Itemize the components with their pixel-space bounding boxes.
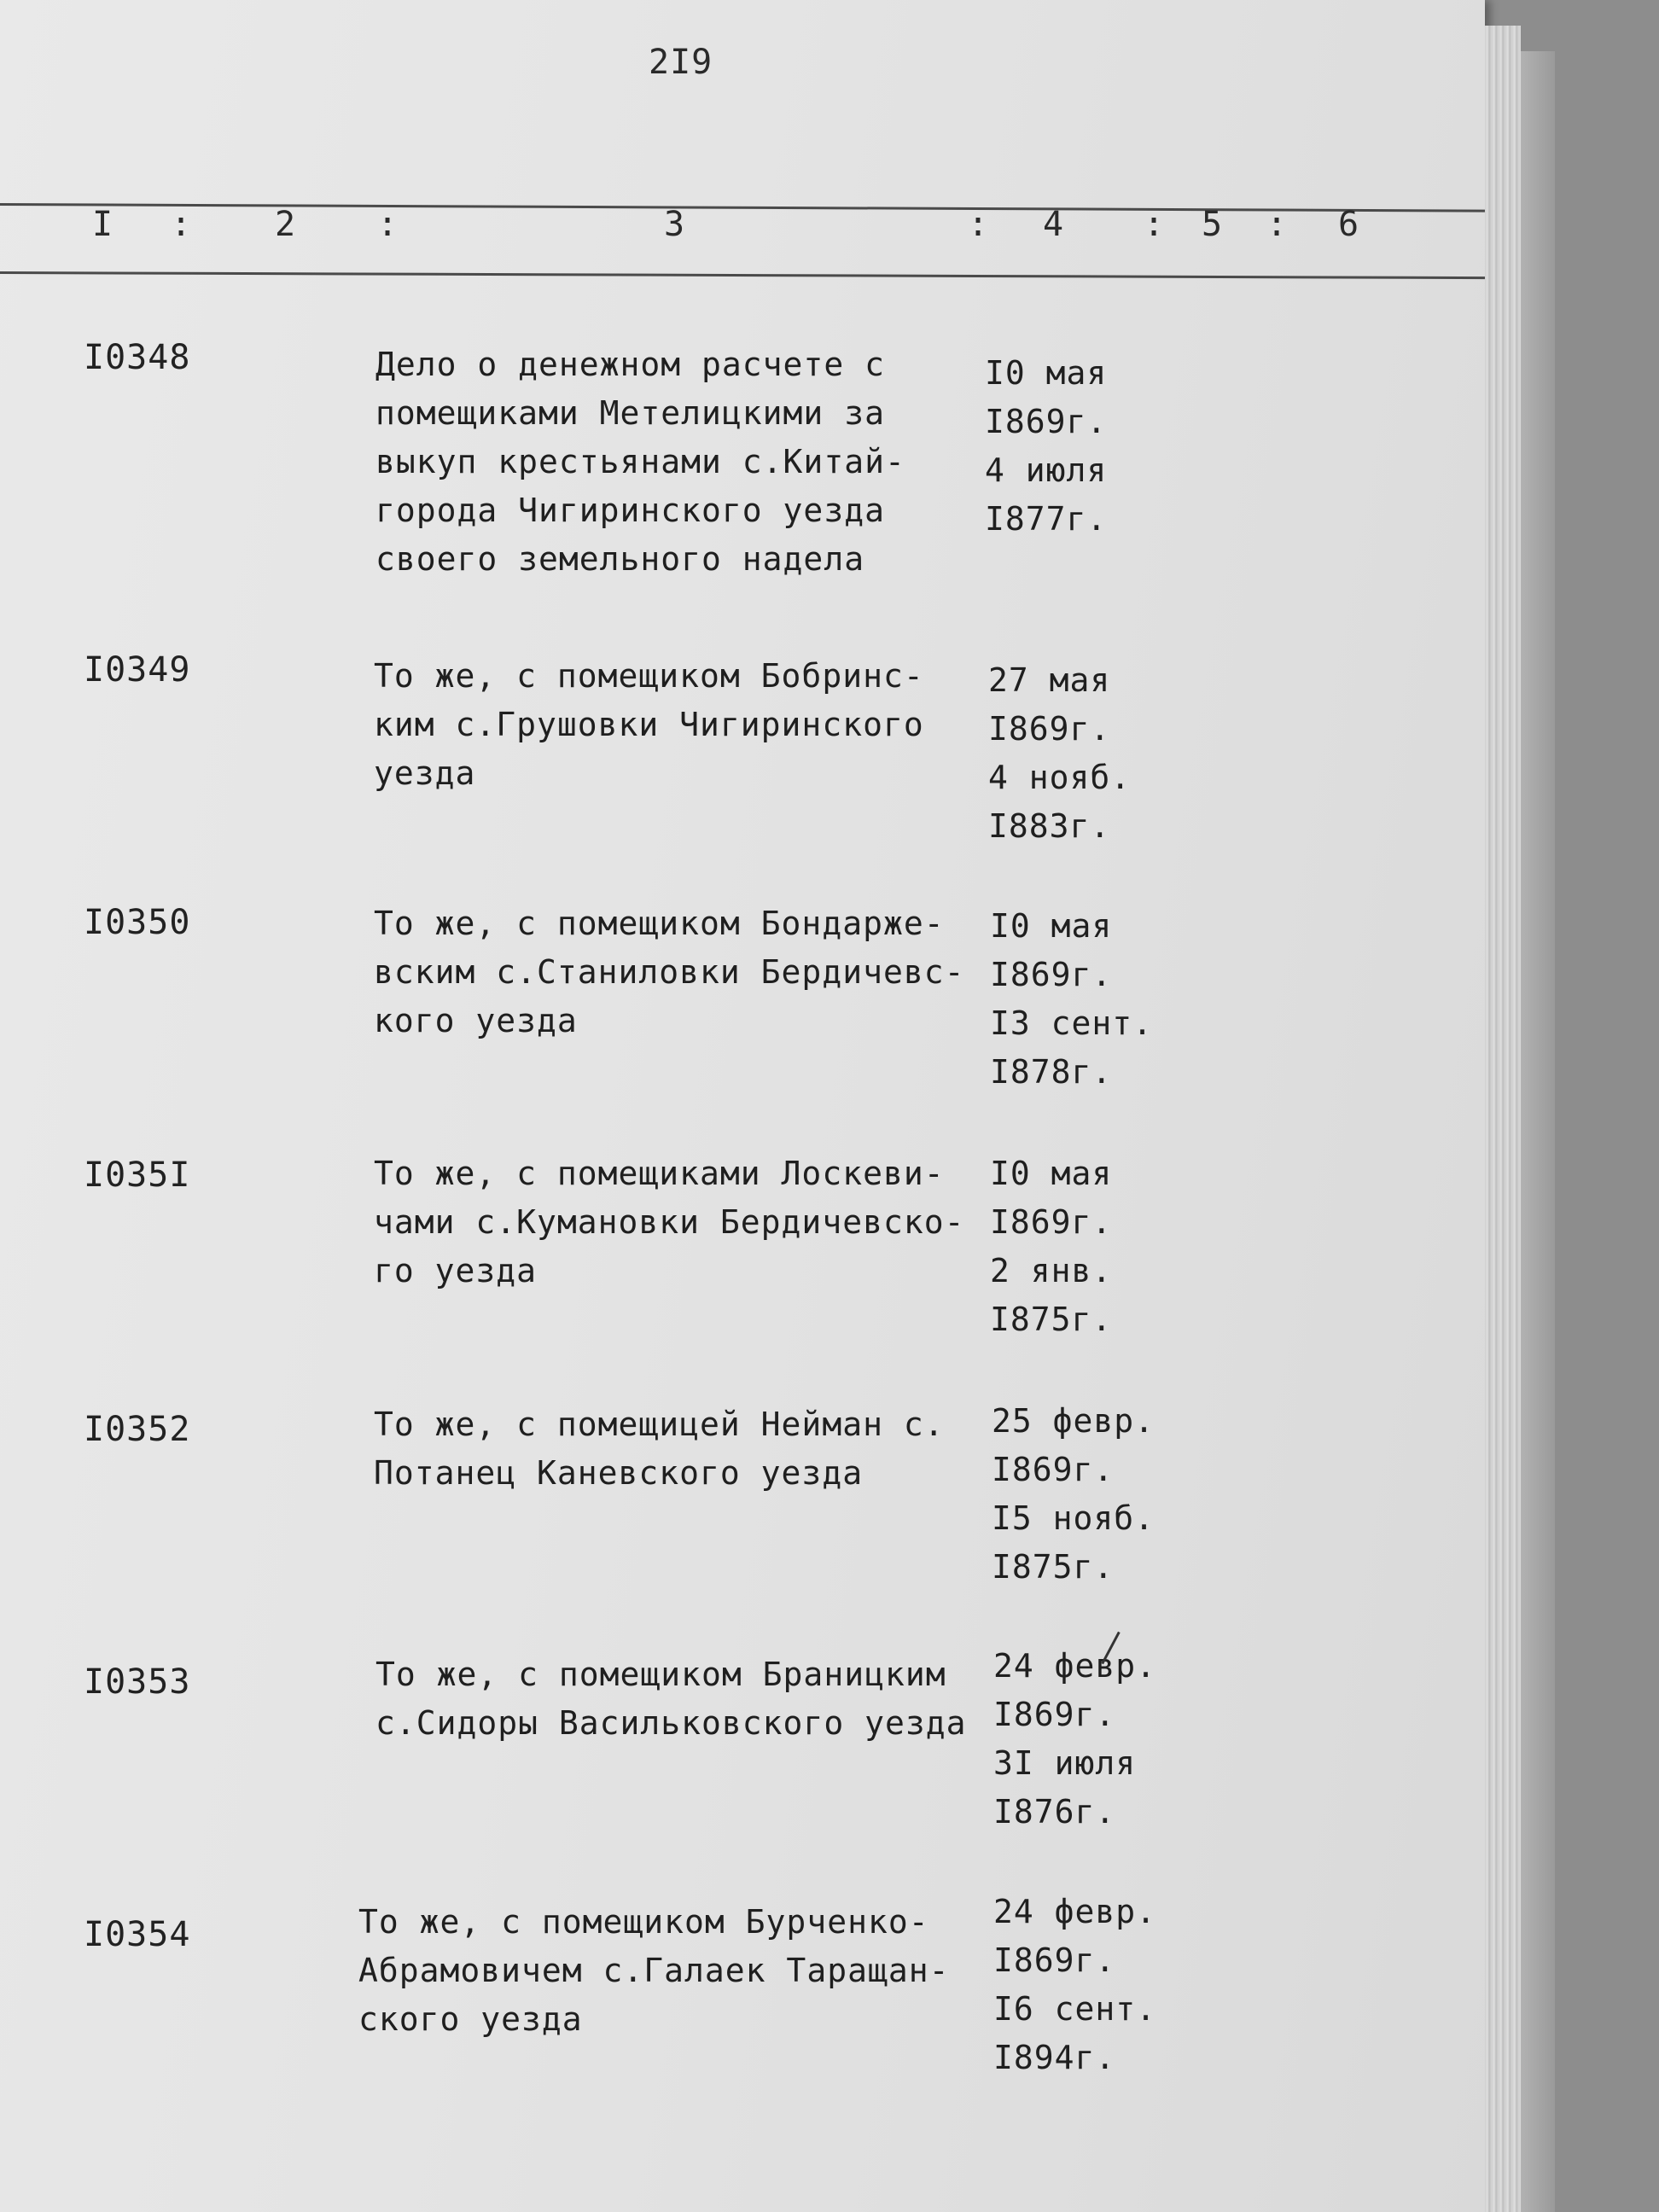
date-line: I0 мая <box>990 1155 1113 1192</box>
description-line: выкуп крестьянами с.Китай- <box>375 443 905 480</box>
description-line: Дело о денежном расчете с <box>375 346 885 383</box>
column-separator: : <box>1266 205 1288 244</box>
description-line: То же, с помещиками Лоскеви- <box>374 1155 945 1192</box>
column-header-4: 4 <box>1043 205 1064 244</box>
date-line: I869г. <box>992 1451 1115 1488</box>
date-line: I875г. <box>992 1548 1115 1586</box>
description-line: чами с.Кумановки Бердичевско- <box>374 1203 965 1241</box>
column-header-5: 5 <box>1202 205 1223 244</box>
description-line: То же, с помещиком Бурченко- <box>358 1903 929 1941</box>
date-line: 2 янв. <box>990 1252 1113 1289</box>
description-line: кого уезда <box>374 1002 578 1039</box>
date-line: I0 мая <box>990 907 1113 945</box>
entry-id: I0348 <box>84 338 191 377</box>
date-line: 24 февр. <box>993 1893 1157 1930</box>
description-line: ского уезда <box>358 2000 583 2038</box>
date-line: I869г. <box>993 1696 1116 1733</box>
entry-id: I0352 <box>84 1410 191 1449</box>
description-line: То же, с помещиком Браницким <box>375 1656 946 1693</box>
description-line: вским с.Станиловки Бердичевс- <box>374 953 965 991</box>
date-line: I876г. <box>993 1793 1116 1831</box>
column-separator: : <box>171 205 192 244</box>
page-number: 2I9 <box>649 43 713 82</box>
date-line: 4 нояб. <box>988 759 1132 796</box>
page-stack-shadow <box>1521 51 1555 2212</box>
header-rule-bottom <box>0 271 1485 279</box>
column-header-3: 3 <box>664 205 685 244</box>
date-line: I877г. <box>985 500 1108 538</box>
description-line: То же, с помещицей Нейман с. <box>374 1406 945 1443</box>
description-line: своего земельного надела <box>375 540 865 578</box>
column-header-6: 6 <box>1338 205 1359 244</box>
description-line: уезда <box>374 754 476 792</box>
date-line: I878г. <box>990 1053 1113 1091</box>
description-line: помещиками Метелицкими за <box>375 394 885 432</box>
column-header-2: 2 <box>275 205 296 244</box>
column-separator: : <box>1144 205 1165 244</box>
entry-id: I0349 <box>84 650 191 690</box>
date-line: I5 нояб. <box>992 1499 1155 1537</box>
date-line: I0 мая <box>985 354 1108 392</box>
date-line: I869г. <box>993 1941 1116 1979</box>
entry-id: I0353 <box>84 1662 191 1702</box>
description-line: города Чигиринского уезда <box>375 492 885 529</box>
date-line: I883г. <box>988 807 1111 845</box>
date-line: I869г. <box>990 956 1113 993</box>
date-line: I894г. <box>993 2039 1116 2076</box>
date-line: I875г. <box>990 1301 1113 1338</box>
date-line: 27 мая <box>988 661 1111 699</box>
description-line: ким с.Грушовки Чигиринского <box>374 706 924 743</box>
date-line: I869г. <box>988 710 1111 748</box>
date-line: 4 июля <box>985 451 1108 489</box>
description-line: То же, с помещиком Бобринс- <box>374 657 924 695</box>
column-header-1: I <box>92 205 114 244</box>
column-separator: : <box>377 205 399 244</box>
date-line: 3I июля <box>993 1744 1137 1782</box>
date-line: I869г. <box>985 403 1108 440</box>
date-line: I6 сент. <box>993 1990 1157 2028</box>
entry-id: I0350 <box>84 903 191 942</box>
page-stack-edge <box>1485 26 1521 2212</box>
description-line: с.Сидоры Васильковского уезда <box>375 1704 967 1742</box>
description-line: То же, с помещиком Бондарже- <box>374 905 945 942</box>
description-line: го уезда <box>374 1252 538 1289</box>
header-rule-top <box>0 203 1485 212</box>
entry-id: I035I <box>84 1155 191 1195</box>
description-line: Абрамовичем с.Галаек Таращан- <box>358 1952 950 1989</box>
date-line: I3 сент. <box>990 1004 1154 1042</box>
date-line: 24 февр. <box>993 1647 1157 1685</box>
column-separator: : <box>968 205 989 244</box>
entry-id: I0354 <box>84 1915 191 1954</box>
date-line: I869г. <box>990 1203 1113 1241</box>
date-line: 25 февр. <box>992 1402 1155 1440</box>
description-line: Потанец Каневского уезда <box>374 1454 864 1492</box>
